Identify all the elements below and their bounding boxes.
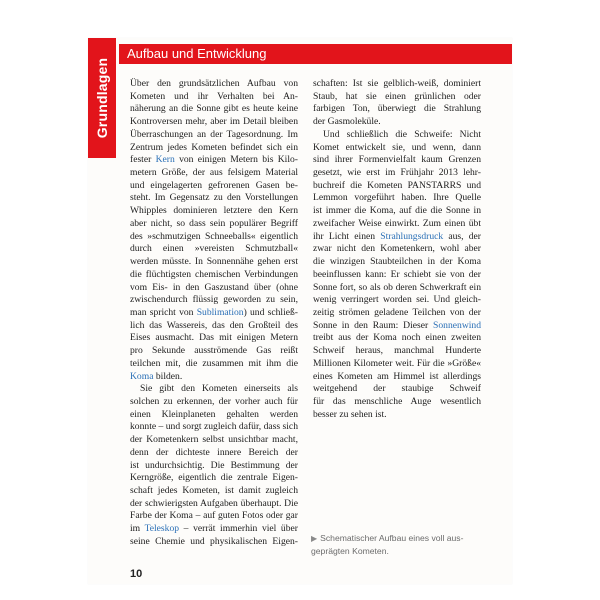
text-run: zwar nicht den Kometenkern, wohl aber (313, 243, 481, 255)
text-line (130, 320, 298, 333)
text-run: man spricht von (130, 306, 197, 318)
text-line (130, 371, 298, 384)
text-line (130, 460, 298, 473)
text-run: wenig verringert worden sei. Und gleich- (313, 294, 481, 306)
text-line (130, 256, 298, 269)
text-run: Schweif heraus, manchmal Hunderte (313, 345, 481, 357)
text-line (313, 129, 481, 142)
text-run: Kontroversen mehr, aber im Detail bleiben (130, 116, 298, 128)
text-run: Eises ausmacht. Das mit einigen Metern (130, 332, 298, 344)
text-run: ist undurchsichtig. Die Bestimmung der (130, 459, 298, 471)
text-line (130, 243, 298, 256)
text-line (130, 523, 298, 536)
text-run: buchreif die Kometen PANSTARRS und (313, 179, 481, 191)
text-line (130, 332, 298, 345)
text-line (313, 116, 481, 129)
text-run: treibt aus der Koma noch einen zweiten (313, 332, 481, 344)
text-run: die winzigen Staubteilchen in der Koma (313, 256, 481, 268)
text-line (313, 307, 481, 320)
text-line (313, 218, 481, 231)
text-line (130, 129, 298, 142)
text-run: des »schmutzigen Schneeballs« eigentlich (130, 230, 298, 242)
text-run: Millionen Kilometer weit. Für die »Größe« (313, 357, 481, 369)
text-line (313, 78, 481, 91)
text-line (130, 167, 298, 180)
caption-arrow-icon: ▶ (311, 534, 318, 543)
text-run: zwischendurch flüssig geworden zu sein, (130, 294, 298, 306)
text-line (130, 345, 298, 358)
text-run: lich das Wassereis, das den Großteil des (130, 319, 298, 331)
text-run: bilden. (153, 370, 183, 382)
text-run: Whipples dominieren letztere den Kern (130, 205, 298, 217)
text-line (313, 154, 481, 167)
text-line (313, 205, 481, 218)
text-line (313, 180, 481, 193)
text-run: durch einen »vereisten Schmutzball« (130, 243, 298, 255)
text-run: solchen zu erkennen, der vorher auch für (130, 395, 298, 407)
text-line (130, 282, 298, 295)
text-line (130, 78, 298, 91)
text-line (130, 447, 298, 460)
text-line (313, 167, 481, 180)
chapter-title: Aufbau und Entwicklung (127, 46, 267, 61)
text-line (313, 383, 481, 396)
text-run: steht. Im Gegensatz zu den Vorstellungen (130, 192, 298, 204)
text-line (130, 218, 298, 231)
text-run: der Kometenkern selbst unsichtbar macht, (130, 434, 298, 446)
text-run: – verrät immerhin viel über (179, 523, 298, 535)
text-run: werden müsste. In Sonnennähe gehen erst (130, 256, 298, 268)
text-line (313, 358, 481, 371)
text-line (313, 142, 481, 155)
keyword-highlight: Sublimation (196, 306, 244, 318)
text-run: ihr Licht einen (313, 230, 381, 242)
text-line (130, 307, 298, 320)
text-line (313, 320, 481, 333)
text-line (130, 192, 298, 205)
text-line (130, 116, 298, 129)
text-run: einen Kleinplaneten gehalten werden (130, 408, 298, 420)
text-run: beeinflussen kann: Er schiebt sie von der (313, 268, 481, 280)
page-number: 10 (130, 568, 143, 580)
text-line (130, 91, 298, 104)
text-run: schaften: Ist sie gelblich-weiß, dominiert (313, 78, 481, 89)
text-run: Zentrum jedes Kometen befindet sich ein (130, 141, 298, 153)
text-run: sind ihrer Formenvielfalt kaum Grenzen (313, 154, 481, 166)
text-run: seine Chemie und physikalischen Eigen- (130, 535, 298, 547)
keyword-highlight: Kern (155, 154, 175, 166)
text-run: Über den grundsätzlichen Aufbau von (130, 78, 298, 89)
text-run: der schwierigsten Aufgaben überhaupt. Die (130, 497, 298, 509)
text-run: vom Eis- in den Gaszustand über (ohne (130, 281, 298, 293)
text-run: zweifacher Weise einwirkt. Zum einen übt (313, 217, 481, 229)
text-line (313, 269, 481, 282)
text-run: aus, der (443, 230, 481, 242)
keyword-highlight: Teleskop (144, 523, 180, 535)
caption-line: geprägten Kometen. (311, 546, 389, 556)
text-run: Staub, hat sie einen grünlichen oder (313, 90, 481, 102)
chapter-header (119, 44, 512, 64)
caption-text: Schematischer Aufbau eines voll aus- (320, 533, 464, 543)
text-run: für das menschliche Auge wesentlich (313, 395, 481, 407)
text-run: eines Kometen am Himmel ist allerdings (313, 370, 481, 382)
text-line (130, 103, 298, 116)
section-tab-label: Grundlagen (94, 57, 110, 139)
text-line (130, 396, 298, 409)
text-run: Farbe der Koma – auf guten Fotos oder gar (130, 510, 298, 522)
text-line (130, 231, 298, 244)
caption-line (311, 532, 481, 545)
left-text-column (130, 78, 298, 549)
text-line (313, 396, 481, 409)
text-run: metern Größe, der aus felsigem Material (130, 167, 298, 179)
text-line (313, 332, 481, 345)
text-run: farbigen Ton, überwiegt die Strahlung (313, 103, 481, 115)
text-line (313, 294, 481, 307)
text-line (130, 383, 298, 396)
keyword-highlight: Strahlungsdruck (380, 230, 444, 242)
text-line (313, 243, 481, 256)
text-run: Sie gibt den Kometen einerseits als (140, 383, 298, 395)
text-run: Kerngröße, eigentlich die zentrale Eigen- (130, 472, 298, 484)
text-run: und eingelagerten gefrorenen Gasen be- (130, 179, 298, 191)
text-run: Komet entwickelt sie, und wenn, dann (313, 141, 481, 153)
text-run: der Gasmoleküle. (313, 116, 381, 128)
right-text-column (313, 78, 481, 421)
text-run: Überraschungen an der Tagesordnung. Im (130, 128, 298, 140)
figure-caption (311, 532, 481, 557)
text-line (130, 205, 298, 218)
text-run: näherung an die Sonne gibt es heute keine (130, 103, 298, 115)
keyword-highlight: Koma (130, 370, 154, 382)
text-line (130, 485, 298, 498)
text-line (130, 498, 298, 511)
text-line (313, 282, 481, 295)
text-run: schaft jedes Kometen, ist damit zugleich (130, 485, 298, 496)
text-run: ist immer die Koma, auf die die Sonne in (313, 205, 481, 217)
text-line (313, 103, 481, 116)
text-line (313, 345, 481, 358)
text-run: gesetzt, wie erst im Frühjahr 2013 lehr- (313, 167, 481, 179)
text-line (313, 192, 481, 205)
text-run: Lemmon vorgeführt haben. Ihre Quelle (313, 192, 481, 204)
text-line (130, 434, 298, 447)
text-line (130, 409, 298, 422)
text-run: Sonne in den Raum: Dieser (313, 319, 434, 331)
text-run: Sonne fort, so als ob deren Schwerkraft ein (313, 281, 481, 293)
text-line (130, 358, 298, 371)
text-run: Kometen und ihr Verhalten bei An- (130, 90, 298, 102)
text-run: besser zu sehen ist. (313, 408, 387, 420)
text-run: konnte – und sorgt zugleich dafür, dass sich (130, 421, 298, 433)
text-run: von einigen Metern bis Kilo- (174, 154, 298, 166)
text-run: aber nicht, so dass sein populärer Begriff (130, 217, 298, 229)
text-line (130, 180, 298, 193)
text-line (313, 91, 481, 104)
text-run: teilchen mit, die zusammen mit ihm die (130, 357, 298, 369)
text-line (130, 421, 298, 434)
section-tab (88, 38, 116, 158)
text-line (130, 472, 298, 485)
text-line (130, 536, 298, 549)
text-run: fester (130, 154, 156, 166)
text-line (313, 371, 481, 384)
text-line (130, 294, 298, 307)
text-run: denn der dichteste innere Bereich der (130, 446, 298, 458)
text-line (130, 142, 298, 155)
text-run: pro Sekunde ausströmende Gas reißt (130, 345, 298, 357)
text-run: ) und schließ- (243, 306, 298, 318)
text-run: die flüchtigsten chemischen Verbindungen (130, 268, 298, 280)
text-line (130, 269, 298, 282)
text-run: im (130, 523, 145, 535)
text-run: weitgehend der staubige Schweif (313, 383, 481, 395)
keyword-highlight: Sonnenwind (433, 319, 481, 331)
text-line (313, 256, 481, 269)
text-line (130, 510, 298, 523)
text-line (313, 231, 481, 244)
text-run: zeitig strömen geladene Teilchen von der (313, 306, 481, 318)
text-run: Und schließlich die Schweife: Nicht (323, 128, 481, 140)
text-line (130, 154, 298, 167)
text-line (313, 409, 481, 422)
